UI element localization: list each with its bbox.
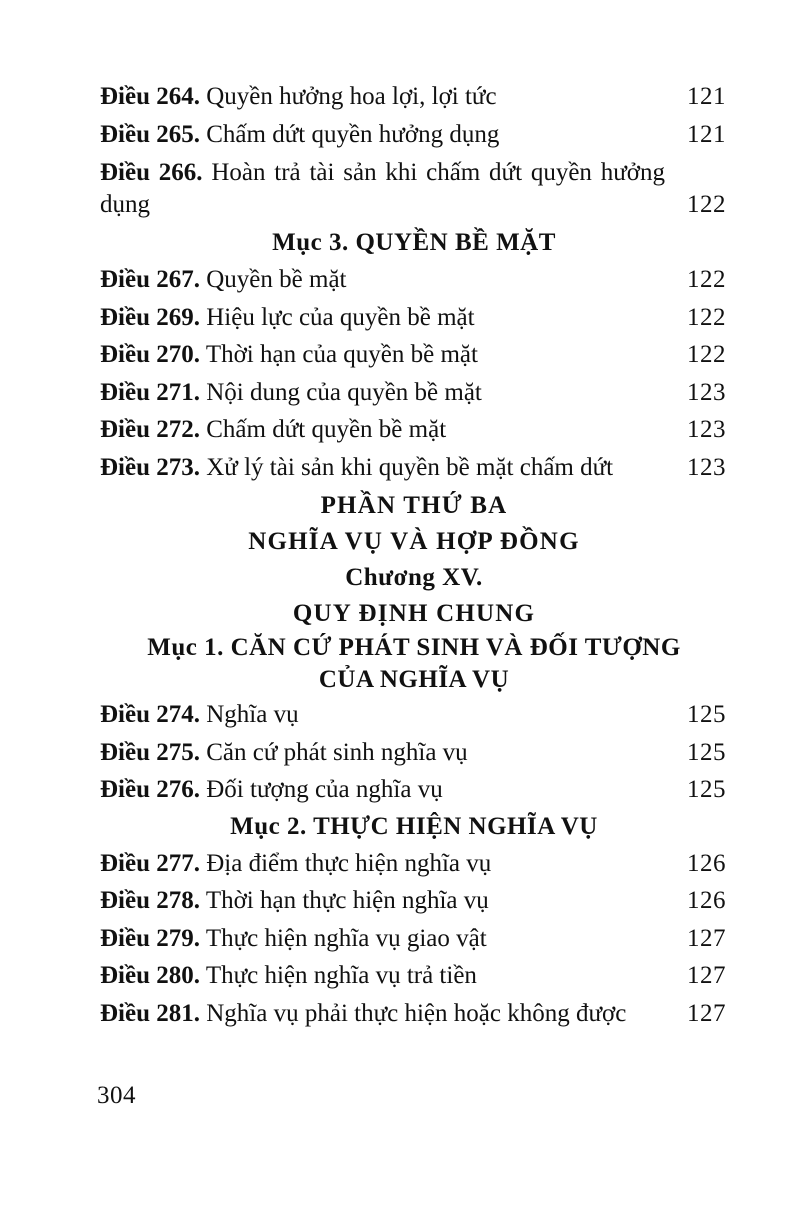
toc-entry — [100, 920, 728, 958]
toc-entry — [100, 845, 728, 883]
article-label: Điều 279. — [100, 924, 200, 952]
article-title: Quyền bề mặt — [206, 266, 347, 293]
section-heading: Mục 3. QUYỀN BỀ MẶT — [272, 229, 556, 256]
article-label: Điều 278. — [100, 887, 200, 914]
article-label: Điều 272. — [100, 416, 200, 443]
toc-entry — [100, 116, 728, 154]
section-heading — [100, 632, 728, 696]
toc-entry — [100, 957, 728, 995]
page-number: 122 — [687, 341, 726, 368]
article-label: Điều 275. — [100, 738, 200, 766]
article-label: Điều 264. — [100, 83, 200, 110]
page-number: 121 — [687, 83, 726, 110]
toc-entry — [100, 374, 728, 412]
article-title: Chấm dứt quyền hưởng dụng — [206, 120, 500, 148]
article-label: Điều 281. — [100, 999, 200, 1027]
article-label: Điều 280. — [100, 962, 200, 989]
toc-entry — [100, 411, 728, 449]
section-heading-line: CỦA NGHĨA VỤ — [318, 666, 510, 693]
chapter-title: QUY ĐỊNH CHUNG — [292, 600, 536, 627]
article-title: Xử lý tài sản khi quyền bề mặt chấm dứt — [206, 453, 614, 481]
page-number: 123 — [687, 416, 726, 443]
section-heading: Mục 2. THỰC HIỆN NGHĨA VỤ — [230, 812, 598, 840]
article-title: Địa điểm thực hiện nghĩa vụ — [206, 849, 492, 877]
page-number: 122 — [687, 266, 726, 293]
toc-entry — [100, 261, 728, 299]
toc-entry — [100, 153, 728, 221]
toc-entry — [100, 78, 728, 116]
article-label: Điều 269. — [100, 303, 200, 331]
article-title: Căn cứ phát sinh nghĩa vụ — [206, 738, 468, 766]
page-number: 122 — [687, 191, 726, 218]
toc-entry — [100, 449, 728, 487]
toc-entry — [100, 771, 728, 809]
page-number: 125 — [687, 776, 726, 803]
page-number: 125 — [687, 738, 726, 766]
page-number: 123 — [687, 378, 726, 406]
article-title: Quyền hưởng hoa lợi, lợi tức — [206, 83, 497, 110]
toc-entry — [100, 995, 728, 1033]
article-title: Thực hiện nghĩa vụ giao vật — [205, 924, 487, 952]
page-number: 127 — [687, 962, 726, 989]
article-label: Điều 271. — [100, 378, 200, 406]
page-folio: 304 — [97, 1082, 136, 1109]
article-label: Điều 276. — [100, 776, 200, 803]
article-label: Điều 267. — [100, 266, 200, 293]
article-title: Thời hạn của quyền bề mặt — [205, 341, 478, 368]
article-title: Chấm dứt quyền bề mặt — [206, 416, 447, 443]
article-label: Điều 266. — [100, 159, 203, 186]
article-label: Điều 270. — [100, 341, 200, 368]
article-title: Hiệu lực của quyền bề mặt — [206, 303, 475, 331]
article-title: Nghĩa vụ phải thực hiện hoặc không được — [206, 999, 627, 1027]
page-number: 121 — [687, 120, 726, 148]
page-number: 126 — [687, 849, 726, 877]
toc-entry — [100, 882, 728, 920]
article-label: Điều 273. — [100, 453, 200, 481]
article-title: Hoàn trả tài sản khi chấm dứt quyền hưởng dụng — [100, 159, 665, 218]
page-number: 125 — [687, 701, 726, 728]
article-title: Nghĩa vụ — [206, 701, 299, 728]
table-of-contents — [100, 78, 728, 1032]
toc-entry — [100, 696, 728, 734]
article-title: Đối tượng của nghĩa vụ — [206, 776, 443, 803]
toc-entry — [100, 336, 728, 374]
article-label: Điều 265. — [100, 120, 200, 148]
part-subheading: NGHĨA VỤ VÀ HỢP ĐỒNG — [248, 528, 580, 555]
page-number: 127 — [687, 924, 726, 952]
page-number: 126 — [687, 887, 726, 914]
page-number: 122 — [687, 303, 726, 331]
toc-entry — [100, 734, 728, 772]
page-number: 127 — [687, 999, 726, 1027]
toc-entry — [100, 299, 728, 337]
part-heading: PHẦN THỨ BA — [320, 492, 508, 519]
section-heading-line: Mục 1. CĂN CỨ PHÁT SINH VÀ ĐỐI TƯỢNG — [147, 634, 681, 661]
article-title: Nội dung của quyền bề mặt — [206, 378, 482, 406]
article-title: Thực hiện nghĩa vụ trả tiền — [205, 962, 477, 989]
chapter-heading: Chương XV. — [345, 564, 483, 591]
page-number: 123 — [687, 453, 726, 481]
article-label: Điều 274. — [100, 701, 200, 728]
article-label: Điều 277. — [100, 849, 200, 877]
article-title: Thời hạn thực hiện nghĩa vụ — [205, 887, 489, 914]
